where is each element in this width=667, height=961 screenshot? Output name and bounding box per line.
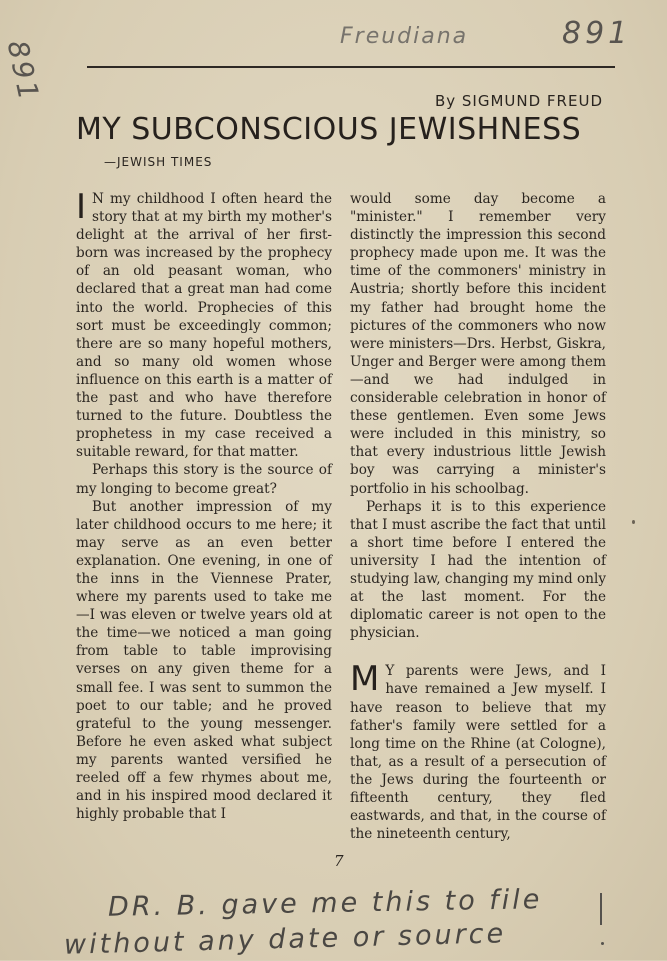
drop-cap: M (350, 659, 380, 700)
byline: By SIGMUND FREUD (434, 92, 603, 110)
paragraph (76, 187, 332, 461)
handwritten-side-number: 891 (0, 37, 46, 106)
paragraph: Perhaps it is to this experience that I must ascribe the fact that until a short time before I entered the university I had the intention of studying law, changing my mind only at the last moment. For the diplomatic career is not open to the physician. (350, 498, 606, 642)
paragraph: But another impression of my later childhood occurs to me here; it may serve as an even better explanation. One evening, in one of the inns in the Viennese Prater, where my parents used to take me —I was eleven or twelve years old at the time—we noticed a man going from table to table improvising verses on any given theme for a small fee. I was sent to summon the poet to our table; and he proved grateful to the young messenger. Before he even asked what subject my parents wanted versified he reeled off a few rhymes about me, and in his inspired mood declared it highly probable that I (76, 498, 332, 823)
handwritten-note-line-2: without any date or source (63, 918, 507, 961)
paragraph-text: N my childhood I often heard the story that at my birth my mother's delight at the arrival of her first-born was increased by the prophecy of an old peasant woman, who declared that a great man had come into the world. Prophecies of this sort must be exceedingly common; there are so many hopeful mothers, and so many old women whose influence on this earth is a matter of the past and who have therefore turned to the future. Doubtless the prophetess in my case received a suitable reward, for that matter. (76, 191, 332, 461)
paper-speck (632, 520, 635, 524)
handwritten-note-line-1: DR. B. gave me this to file (107, 884, 543, 923)
header-rule (87, 66, 615, 68)
paragraph: Perhaps this story is the source of my longing to become great? (76, 462, 332, 497)
paragraph (350, 659, 606, 843)
page-number: 7 (334, 852, 344, 870)
paragraph-text: Y parents were Jews, and I have remained a Jew myself. I have reason to believe that my father's family were settled for a long time on the Rhine (at Cologne), that, as a result of a persecution of the Jews during the fourteenth or fifteenth century, they fled eastwards, and that, in the course of the nineteenth century, (350, 663, 606, 843)
drop-cap: I (76, 187, 87, 227)
article-source: —JEWISH TIMES (104, 155, 213, 169)
article-title: MY SUBCONSCIOUS JEWISHNESS (76, 112, 582, 147)
handwritten-label: Freudiana (340, 24, 469, 49)
paragraph: would some day become a "minister." I remember very distinctly the impression this second prophecy made upon me. It was the time of the commoners' ministry in Austria; shortly before this incident my father had brought home the pictures of the commoners who now were ministers—Drs. Herbst, Giskra, Unger and Berger were among them—and we had indulged in considerable celebration in honor of these gentlemen. Even some Jews were included in this ministry, so that every industrious little Jewish boy was carrying a minister's portfolio in his schoolbag. (350, 191, 606, 497)
left-column (76, 187, 332, 823)
handwritten-dot (601, 942, 604, 945)
handwritten-number: 891 (562, 16, 632, 51)
right-column (350, 190, 606, 843)
handwritten-stroke (600, 893, 602, 925)
